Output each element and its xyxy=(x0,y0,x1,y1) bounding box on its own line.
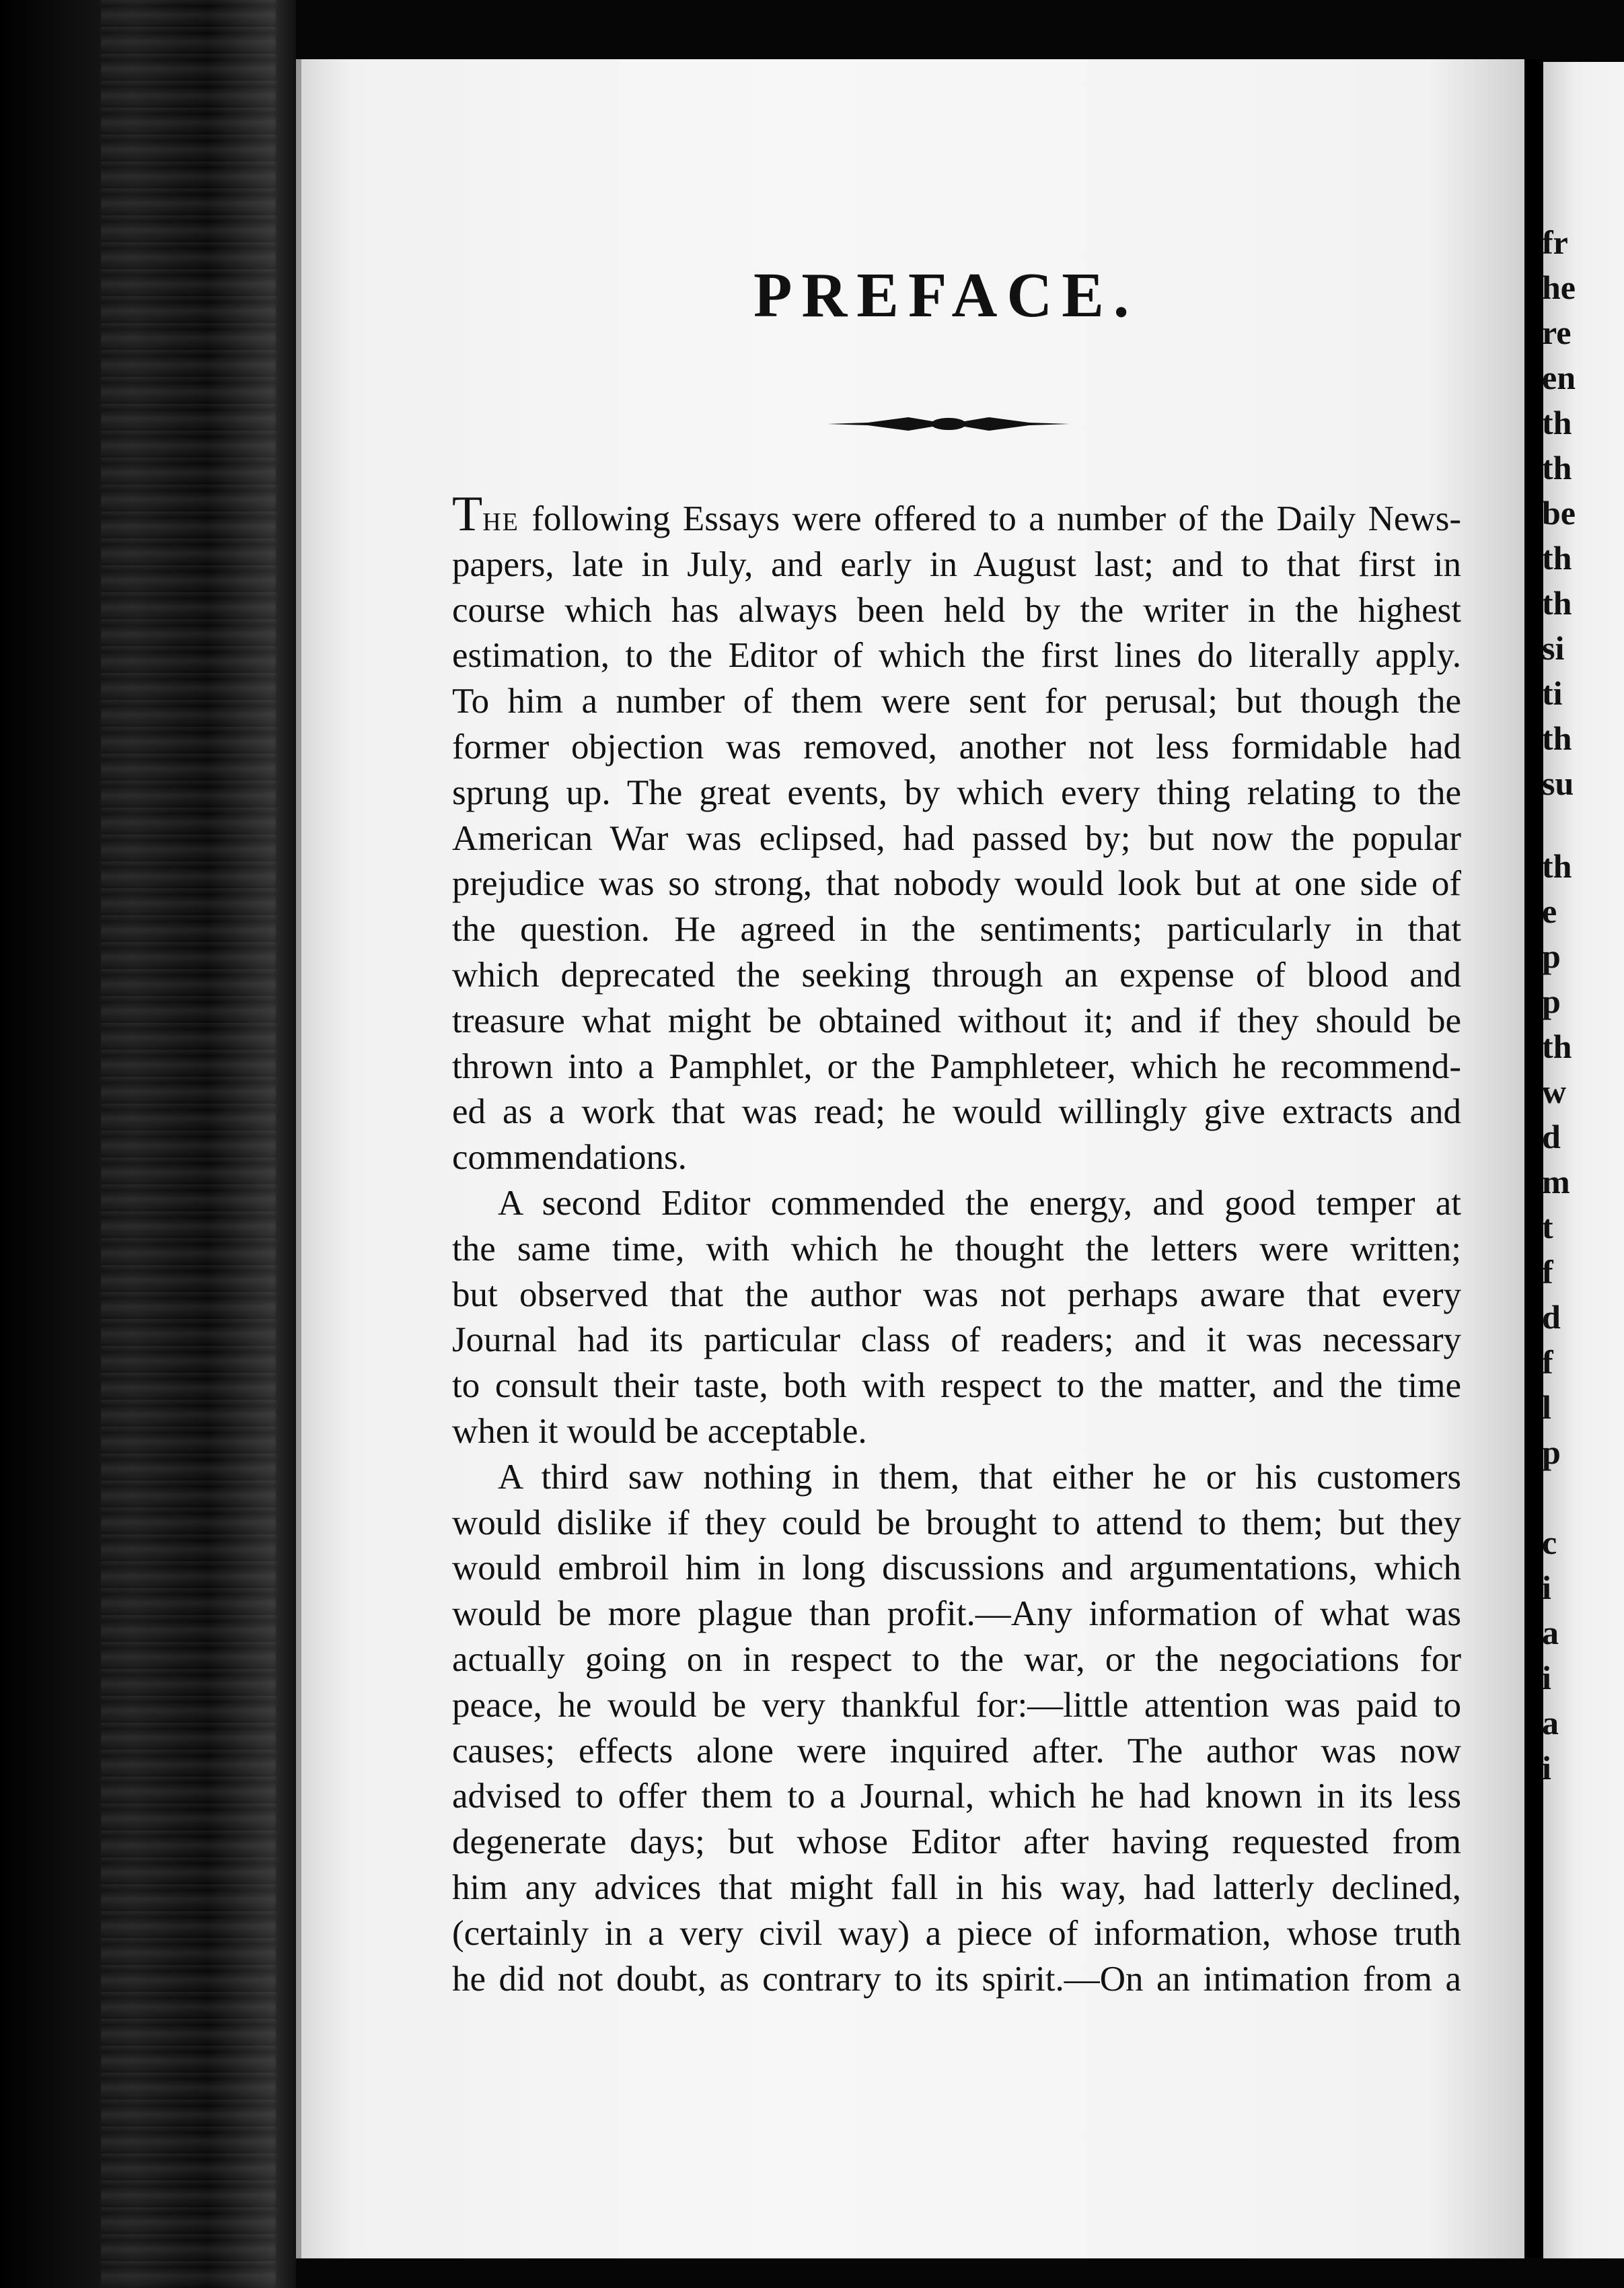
facing-page-fragment: p xyxy=(1542,1433,1561,1471)
book-binding-edge xyxy=(0,0,296,2288)
facing-page-fragment: f xyxy=(1542,1343,1553,1381)
text-line: former objection was removed, another not less formidable had xyxy=(452,727,1461,766)
facing-page-fragment: re xyxy=(1542,314,1572,351)
text-line: the same time, with which he thought the letters were written; xyxy=(452,1229,1461,1268)
facing-page-fragment: a xyxy=(1542,1704,1559,1742)
text-line: but observed that the author was not perhaps aware that every xyxy=(452,1275,1461,1314)
facing-page-fragment: p xyxy=(1542,937,1561,975)
text-line: when it would be acceptable. xyxy=(452,1411,867,1451)
text-line: would be more plague than profit.—Any information of what was xyxy=(452,1594,1461,1634)
text-line: estimation, to the Editor of which the first lines do literally apply. xyxy=(452,636,1461,676)
facing-page-fragment: th xyxy=(1542,404,1572,441)
line-text: following Essays were offered to a number of the Daily News- xyxy=(519,499,1461,538)
facing-page-fragment: th xyxy=(1542,539,1572,577)
text-line xyxy=(452,487,1461,542)
text-line: prejudice was so strong, that nobody would look but at one side of xyxy=(452,864,1461,904)
text-line: actually going on in respect to the war, or the negociations for xyxy=(452,1639,1461,1679)
text-line: American War was eclipsed, had passed by; but now the popular xyxy=(452,818,1461,858)
facing-page-fragment: a xyxy=(1542,1614,1559,1651)
text-line: he did not doubt, as contrary to its spirit.—On an intimation from a xyxy=(452,1959,1461,1999)
text-line: degenerate days; but whose Editor after having requested from xyxy=(452,1822,1461,1862)
text-line: (certainly in a very civil way) a piece of information, whose truth xyxy=(452,1913,1461,1953)
text-line: course which has always been held by the writer in the highest xyxy=(452,590,1461,630)
facing-page-fragment: l xyxy=(1542,1388,1551,1426)
page-gutter xyxy=(1524,59,1543,2258)
facing-page-fragment: th xyxy=(1542,1028,1572,1065)
text-line: to consult their taste, both with respect to the matter, and the time xyxy=(452,1366,1461,1406)
ornamental-rule-icon xyxy=(827,410,1070,437)
text-line: commendations. xyxy=(452,1138,687,1178)
facing-page-fragment: t xyxy=(1542,1208,1553,1246)
text-line: treasure what might be obtained without it; and if they should be xyxy=(452,1001,1461,1040)
text-line: A third saw nothing in them, that either he or his customers xyxy=(498,1457,1461,1497)
facing-page-fragment: en xyxy=(1542,359,1576,396)
facing-page-fragment: th xyxy=(1542,449,1572,487)
facing-page-fragment: th xyxy=(1542,847,1572,885)
facing-page-fragment: f xyxy=(1542,1253,1553,1291)
text-line: which deprecated the seeking through an expense of blood and xyxy=(452,955,1461,995)
text-line: the question. He agreed in the sentiments; particularly in that xyxy=(452,910,1461,950)
drop-initial: T xyxy=(452,487,483,542)
facing-page-fragment: p xyxy=(1542,982,1561,1020)
facing-page-fragment: d xyxy=(1542,1118,1561,1155)
facing-page-fragment: c xyxy=(1542,1524,1557,1561)
facing-page-fragment: be xyxy=(1542,494,1576,532)
text-line: Journal had its particular class of readers; and it was necessary xyxy=(452,1320,1461,1360)
page-title: PREFACE. xyxy=(753,260,1139,330)
facing-page-fragment: ti xyxy=(1542,674,1563,712)
preface-body xyxy=(452,487,1461,2002)
facing-page-fragment: si xyxy=(1542,629,1565,667)
text-line: A second Editor commended the energy, and good temper at xyxy=(498,1183,1461,1223)
text-line: advised to offer them to a Journal, which he had known in its less xyxy=(452,1777,1461,1816)
text-line: him any advices that might fall in his way, had latterly declined, xyxy=(452,1867,1461,1907)
facing-page-fragment: i xyxy=(1542,1749,1551,1787)
facing-page-edge xyxy=(1543,62,1624,2258)
facing-page-fragment: su xyxy=(1542,764,1574,802)
facing-page-fragment: i xyxy=(1542,1659,1551,1696)
facing-page-fragment: he xyxy=(1542,269,1576,306)
facing-page-fragment: fr xyxy=(1542,223,1568,261)
text-line: causes; effects alone were inquired after. The author was now xyxy=(452,1731,1461,1771)
facing-page-fragment: e xyxy=(1542,892,1557,930)
text-line: To him a number of them were sent for perusal; but though the xyxy=(452,682,1461,721)
facing-page-fragment: th xyxy=(1542,584,1572,622)
text-line: sprung up. The great events, by which every thing relating to the xyxy=(452,773,1461,812)
facing-page-fragment: i xyxy=(1542,1569,1551,1606)
text-line: would embroil him in long discussions and argumentations, which xyxy=(452,1548,1461,1588)
facing-page-fragment: th xyxy=(1542,719,1572,757)
small-caps-word: HE xyxy=(482,508,519,536)
facing-page-fragment: w xyxy=(1542,1073,1567,1110)
text-line: ed as a work that was read; he would willingly give extracts and xyxy=(452,1092,1461,1132)
text-line: thrown into a Pamphlet, or the Pamphleteer, which he recommend- xyxy=(452,1046,1461,1086)
text-line: peace, he would be very thankful for:—little attention was paid to xyxy=(452,1685,1461,1725)
text-line: papers, late in July, and early in August last; and to that first in xyxy=(452,544,1461,584)
facing-page-fragment: m xyxy=(1542,1163,1570,1201)
text-line: would dislike if they could be brought to attend to them; but they xyxy=(452,1503,1461,1542)
facing-page-fragment: d xyxy=(1542,1298,1561,1336)
